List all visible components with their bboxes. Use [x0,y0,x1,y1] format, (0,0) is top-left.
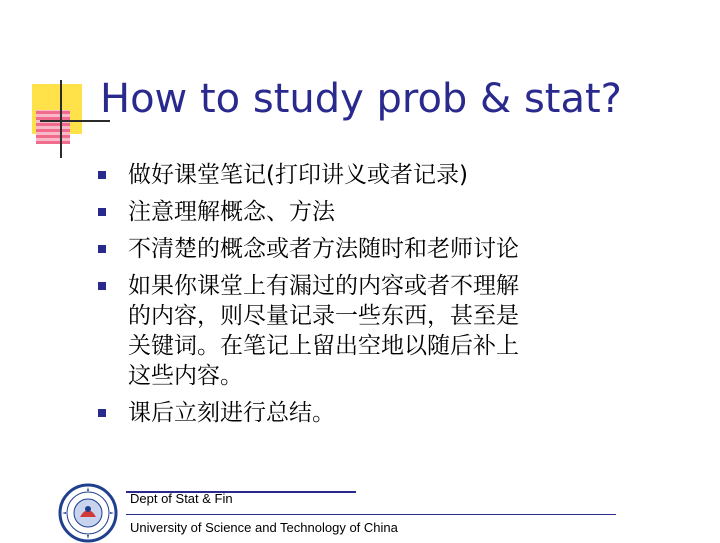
bullet-text: 不清楚的概念或者方法随时和老师讨论 [128,236,519,262]
bullet-text: 课后立刻进行总结。 [128,400,335,426]
bullet-item [98,160,638,190]
bullet-list [98,160,638,435]
bullet-text: 如果你课堂上有漏过的内容或者不理解 的内容，则尽量记录一些东西，甚至是 关键词。在笔记上留出空地以随后补上 这些内容。 [128,273,519,389]
decor-vertical-line [60,80,62,158]
bullet-item [98,234,638,264]
bullet-item [98,197,638,227]
bullet-item [98,398,638,428]
bullet-item [98,271,638,391]
university-seal-icon [58,483,118,543]
bullet-square-icon [98,208,106,216]
bullet-text: 做好课堂笔记(打印讲义或者记录) [128,162,468,188]
slide-title: How to study prob & stat? [100,76,622,122]
footer-university: University of Science and Technology of China [130,520,398,535]
decor-pink-square [36,110,70,144]
footer-divider-bottom [126,514,616,515]
footer-department: Dept of Stat & Fin [130,491,233,506]
bullet-square-icon [98,282,106,290]
bullet-square-icon [98,171,106,179]
bullet-text: 注意理解概念、方法 [128,199,335,225]
bullet-square-icon [98,409,106,417]
bullet-square-icon [98,245,106,253]
